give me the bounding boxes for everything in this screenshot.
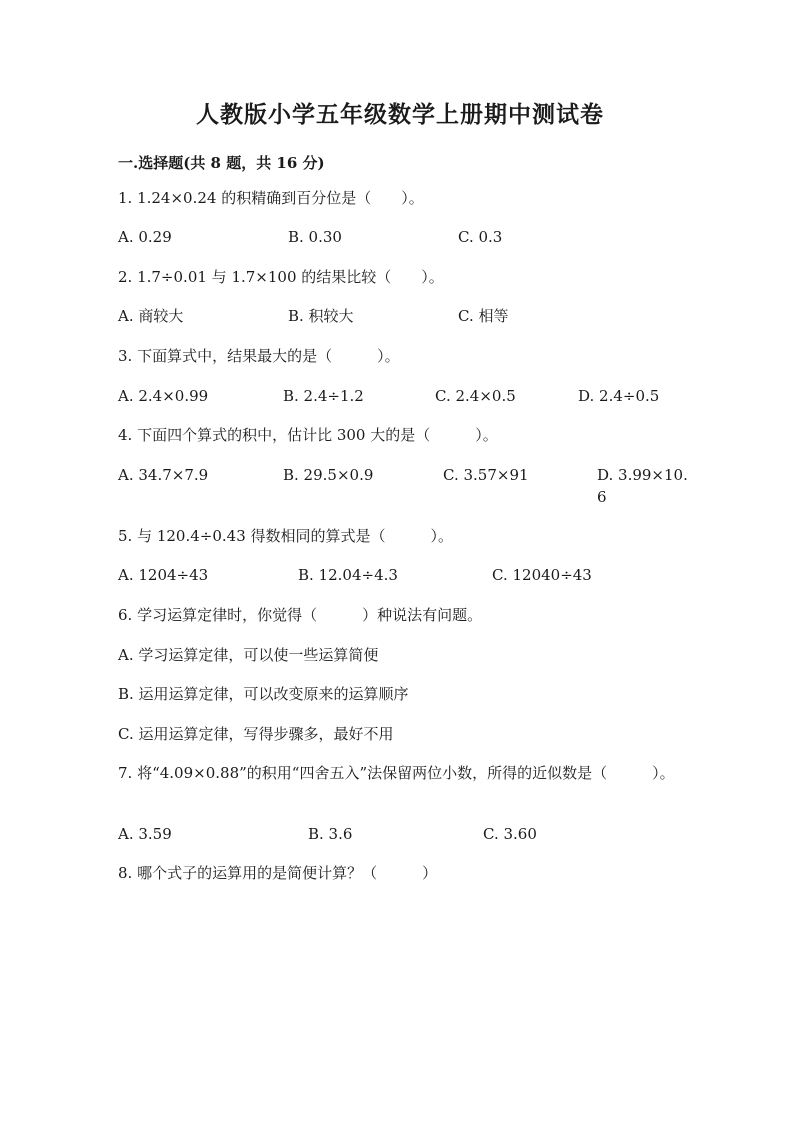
page-title: 人教版小学五年级数学上册期中测试卷 <box>196 101 604 128</box>
question-8: 8. 哪个式子的运算用的是简便计算？（ ） <box>118 864 438 882</box>
question-4-option-d: D. 3.99×10.6 <box>597 466 688 506</box>
question-3-option-c: C. 2.4×0.5 <box>435 387 516 405</box>
question-1-option-b: B. 0.30 <box>288 228 342 246</box>
question-7-option-a: A. 3.59 <box>118 825 172 843</box>
question-4-option-c: C. 3.57×91 <box>443 466 529 484</box>
question-7-option-b: B. 3.6 <box>308 825 353 843</box>
question-2-option-a: A. 商较大 <box>118 307 184 325</box>
question-3-option-b: B. 2.4÷1.2 <box>283 387 364 405</box>
question-3-option-d: D. 2.4÷0.5 <box>578 387 660 405</box>
question-7-option-c: C. 3.60 <box>483 825 537 843</box>
question-4-option-a: A. 34.7×7.9 <box>118 466 209 484</box>
question-1-option-a: A. 0.29 <box>118 228 172 246</box>
question-4-option-b: B. 29.5×0.9 <box>283 466 374 484</box>
question-2-option-c: C. 相等 <box>458 307 509 325</box>
question-5-option-b: B. 12.04÷4.3 <box>298 566 398 584</box>
question-5-option-c: C. 12040÷43 <box>492 566 592 584</box>
question-2: 2. 1.7÷0.01 与 1.7×100 的结果比较（ ）。 <box>118 268 444 286</box>
question-1: 1. 1.24×0.24 的积精确到百分位是（ ）。 <box>118 189 424 207</box>
question-6-option-c: C. 运用运算定律，写得步骤多，最好不用 <box>118 725 394 743</box>
question-3: 3. 下面算式中，结果最大的是（ ）。 <box>118 347 400 365</box>
question-3-option-a: A. 2.4×0.99 <box>118 387 209 405</box>
question-5: 5. 与 120.4÷0.43 得数相同的算式是（ ）。 <box>118 527 454 545</box>
question-4: 4. 下面四个算式的积中，估计比 300 大的是（ ）。 <box>118 426 498 444</box>
question-5-option-a: A. 1204÷43 <box>118 566 209 584</box>
question-1-option-c: C. 0.3 <box>458 228 503 246</box>
section-heading: 一.选择题(共 8 题，共 16 分) <box>118 154 325 172</box>
question-2-option-b: B. 积较大 <box>288 307 354 325</box>
question-6-option-a: A. 学习运算定律，可以使一些运算简便 <box>118 646 379 664</box>
question-6-option-b: B. 运用运算定律，可以改变原来的运算顺序 <box>118 685 409 703</box>
question-7: 7. 将“4.09×0.88”的积用“四舍五入”法保留两位小数，所得的近似数是（ ）。 <box>118 764 675 782</box>
question-6: 6. 学习运算定律时，你觉得（ ）种说法有问题。 <box>118 606 483 624</box>
